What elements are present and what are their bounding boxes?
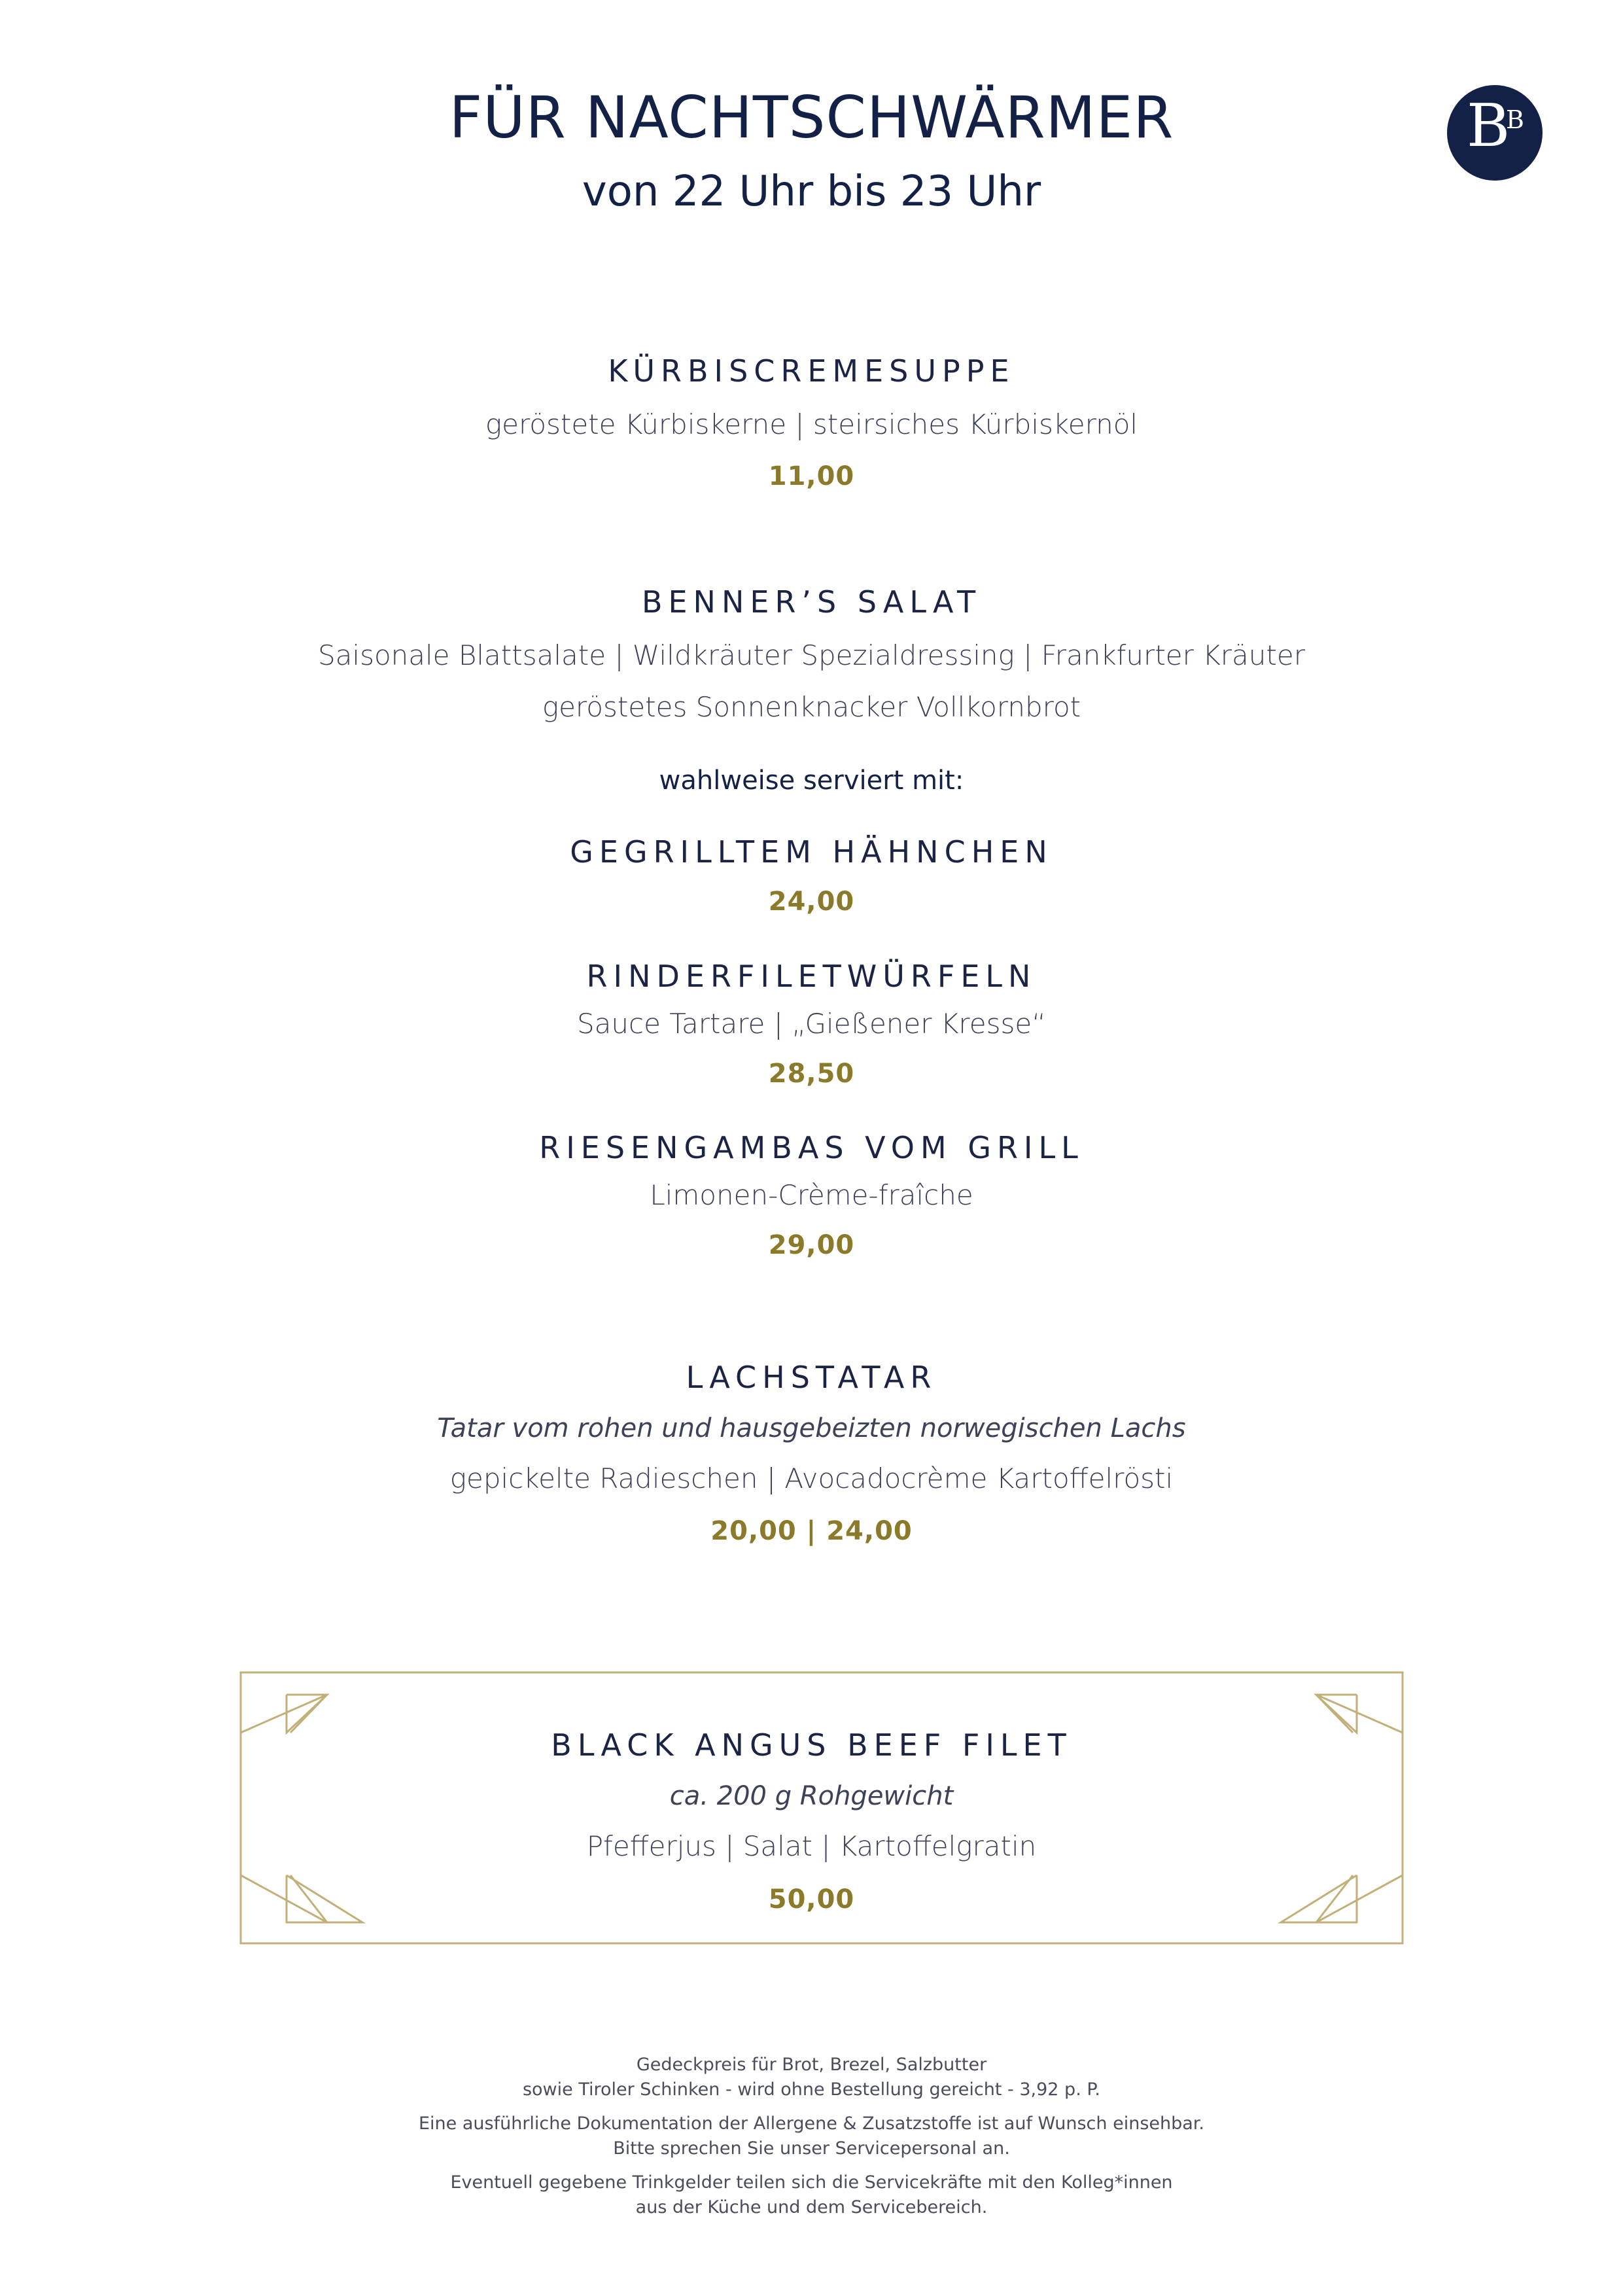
option-name-beef: RINDERFILETWÜRFELN bbox=[586, 959, 1037, 994]
dish-description-tartare: gepickelte Radieschen | Avocadocrème Kartoffelrösti bbox=[449, 1462, 1174, 1494]
option-name-chicken: GEGRILLTEM HÄHNCHEN bbox=[570, 834, 1053, 870]
option-description-gambas: Limonen-Crème-fraîche bbox=[650, 1179, 973, 1211]
page-title: FÜR NACHTSCHWÄRMER bbox=[449, 84, 1174, 151]
footer-line-4: Bitte sprechen Sie unser Servicepersonal an. bbox=[613, 2138, 1010, 2159]
featured-dish-weight: ca. 200 g Rohgewicht bbox=[669, 1781, 954, 1811]
dish-description-soup: geröstete Kürbiskerne | steirsiches Kürbiskernöl bbox=[485, 408, 1138, 440]
dish-description-salad-1: Saisonale Blattsalate | Wildkräuter Spezialdressing | Frankfurter Kräuter bbox=[318, 639, 1305, 671]
footer-line-3: Eine ausführliche Dokumentation der Allergene & Zusatzstoffe ist auf Wunsch einsehbar. bbox=[419, 2113, 1204, 2134]
dish-description-salad-2: geröstetes Sonnenknacker Vollkornbrot bbox=[542, 691, 1081, 723]
option-description-beef: Sauce Tartare | „Gießener Kresse“ bbox=[577, 1008, 1046, 1040]
featured-dish-name: BLACK ANGUS BEEF FILET bbox=[551, 1727, 1072, 1763]
option-price-gambas: 29,00 bbox=[768, 1230, 855, 1260]
footer-line-1: Gedeckpreis für Brot, Brezel, Salzbutter bbox=[636, 2055, 987, 2075]
featured-dish-price: 50,00 bbox=[768, 1884, 855, 1915]
dish-name-tartare: LACHSTATAR bbox=[686, 1360, 937, 1395]
footer-line-5: Eventuell gegebene Trinkgelder teilen sich die Servicekräfte mit den Kolleg*innen bbox=[450, 2172, 1173, 2193]
option-price-chicken: 24,00 bbox=[768, 887, 855, 917]
dish-description-tartare-italic: Tatar vom rohen und hausgebeizten norwegischen Lachs bbox=[437, 1413, 1186, 1443]
option-price-beef: 28,50 bbox=[768, 1059, 855, 1089]
logo-letter-big: B bbox=[1467, 92, 1510, 160]
options-label: wahlweise serviert mit: bbox=[659, 766, 964, 796]
dish-price-tartare: 20,00 | 24,00 bbox=[710, 1516, 913, 1546]
dish-name-salad: BENNER’S SALAT bbox=[641, 584, 982, 620]
featured-dish-description: Pfefferjus | Salat | Kartoffelgratin bbox=[586, 1830, 1037, 1862]
footer-line-6: aus der Küche und dem Servicebereich. bbox=[635, 2197, 988, 2217]
dish-price-soup: 11,00 bbox=[768, 461, 855, 491]
option-name-gambas: RIESENGAMBAS VOM GRILL bbox=[539, 1130, 1084, 1165]
logo-letter-small: B bbox=[1506, 105, 1524, 134]
dish-name-soup: KÜRBISCREMESUPPE bbox=[608, 353, 1015, 389]
footer-line-2: sowie Tiroler Schinken - wird ohne Bestellung gereicht - 3,92 p. P. bbox=[522, 2079, 1101, 2100]
page-subtitle: von 22 Uhr bis 23 Uhr bbox=[582, 168, 1041, 216]
